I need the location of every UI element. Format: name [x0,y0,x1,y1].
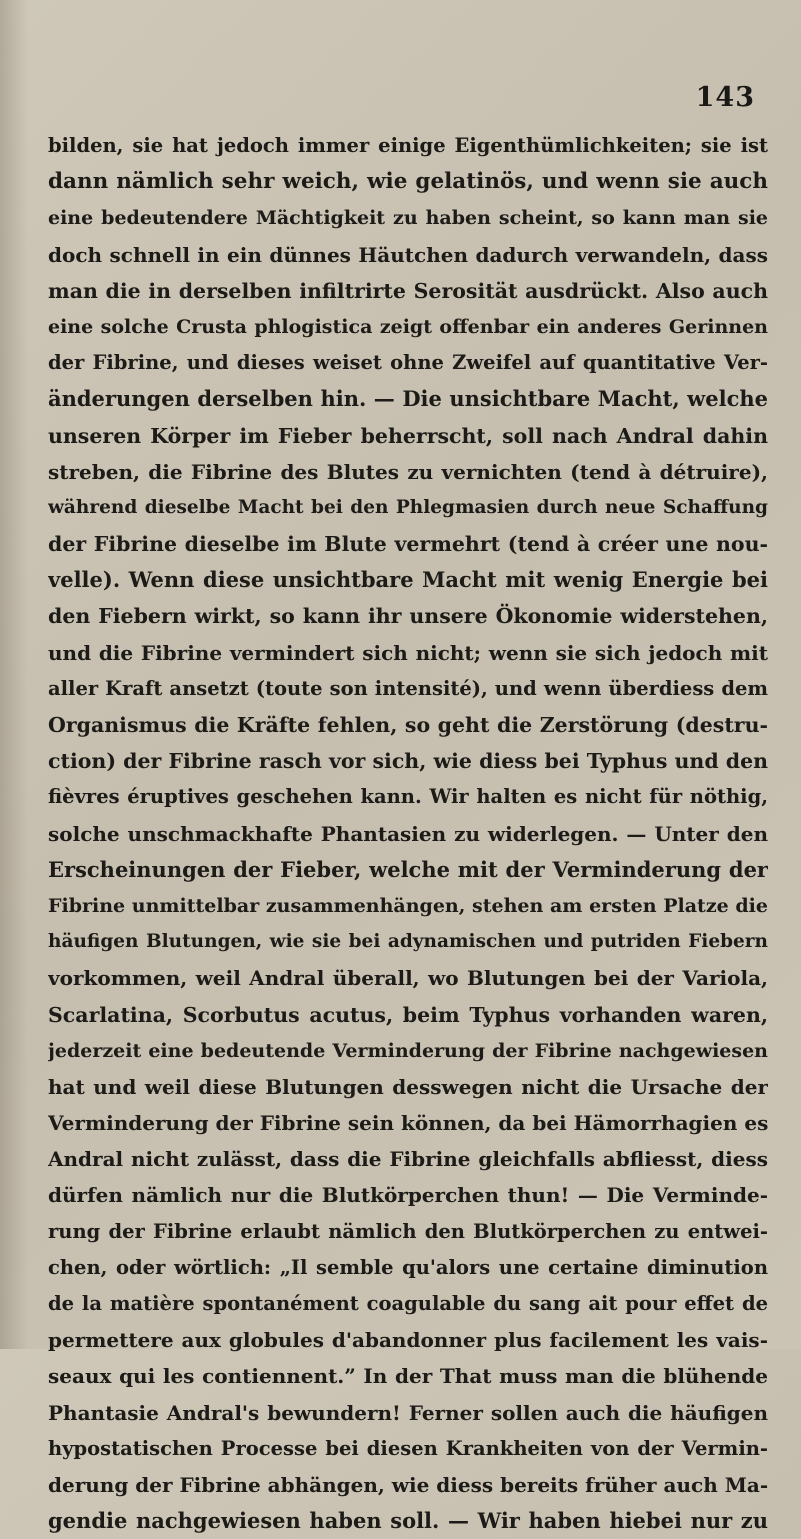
text-line: der Fibrine, und dieses weiset ohne Zweifel auf quantitative Ver- [48,351,768,375]
body-text [48,128,768,1539]
text-line: unseren Körper im Fieber beherrscht, soll nach Andral dahin [48,423,768,448]
text-line: dann nämlich sehr weich, wie gelatinös, und wenn sie auch [48,169,768,195]
text-line: Phantasie Andral's bewundern! Ferner sollen auch die häufigen [48,1400,768,1425]
text-line: derung der Fibrine abhängen, wie diess bereits früher auch Ma- [48,1472,768,1497]
text-line: permettere aux globules d'abandonner plus facilement les vais- [48,1328,768,1353]
text-line: jederzeit eine bedeutende Verminderung der Fibrine nachgewiesen [48,1039,768,1062]
binding-shadow [0,0,28,1349]
text-line: Organismus die Kräfte fehlen, so geht die Zerstörung (destru- [48,713,768,737]
text-line: der Fibrine dieselbe im Blute vermehrt (tend à créer une nou- [48,532,768,557]
text-line: den Fiebern wirkt, so kann ihr unsere Ökonomie widerstehen, [48,604,768,629]
text-line: eine bedeutendere Mächtigkeit zu haben scheint, so kann man sie [48,207,768,230]
text-line: und die Fibrine vermindert sich nicht; wenn sie sich jedoch mit [48,640,768,665]
text-line: eine solche Crusta phlogistica zeigt offenbar ein anderes Gerinnen [48,315,768,338]
text-line: während dieselbe Macht bei den Phlegmasien durch neue Schaffung [48,496,768,518]
text-line: gendie nachgewiesen haben soll. — Wir haben hiebei nur zu [48,1508,768,1534]
text-line: hypostatischen Processe bei diesen Krankheiten von der Vermin- [48,1436,768,1460]
text-line: doch schnell in ein dünnes Häutchen dadurch verwandeln, dass [48,242,768,267]
text-line: hat und weil diese Blutungen desswegen nicht die Ursache der [48,1074,768,1099]
text-line: solche unschmackhafte Phantasien zu widerlegen. — Unter den [48,821,768,846]
text-line: Fibrine unmittelbar zusammenhängen, stehen am ersten Platze die [48,894,768,917]
text-line: vorkommen, weil Andral überall, wo Blutungen bei der Variola, [48,966,768,991]
text-line: de la matière spontanément coagulable du sang ait pour effet de [48,1292,768,1315]
text-line: velle). Wenn diese unsichtbare Macht mit wenig Energie bei [48,567,768,593]
text-line: dürfen nämlich nur die Blutkörperchen thun! — Die Verminde- [48,1183,768,1208]
text-line: aller Kraft ansetzt (toute son intensité), und wenn überdiess dem [48,676,768,700]
text-line: Verminderung der Fibrine sein können, da bei Hämorrhagien es [48,1111,768,1136]
text-line: änderungen derselben hin. — Die unsichtbare Macht, welche [48,386,768,412]
text-line: ction) der Fibrine rasch vor sich, wie diess bei Typhus und den [48,749,768,774]
page-number: 143 [695,82,755,113]
text-line: Andral nicht zulässt, dass die Fibrine gleichfalls abfliesst, diess [48,1147,768,1172]
text-line: rung der Fibrine erlaubt nämlich den Blutkörperchen zu entwei- [48,1219,768,1243]
text-line: fièvres éruptives geschehen kann. Wir halten es nicht für nöthig, [48,785,768,809]
text-line: streben, die Fibrine des Blutes zu vernichten (tend à détruire), [48,459,768,484]
text-line: man die in derselben infiltrirte Serosität ausdrückt. Also auch [48,278,768,303]
text-line: Scarlatina, Scorbutus acutus, beim Typhus vorhanden waren, [48,1002,768,1027]
text-line: häufigen Blutungen, wie sie bei adynamischen und putriden Fiebern [48,931,768,953]
text-line: chen, oder wörtlich: „Il semble qu'alors une certaine diminution [48,1255,768,1279]
text-line: seaux qui les contiennent.” In der That muss man die blühende [48,1364,768,1389]
text-line: bilden, sie hat jedoch immer einige Eigenthümlichkeiten; sie ist [48,134,768,157]
text-line: Erscheinungen der Fieber, welche mit der Verminderung der [48,856,768,882]
